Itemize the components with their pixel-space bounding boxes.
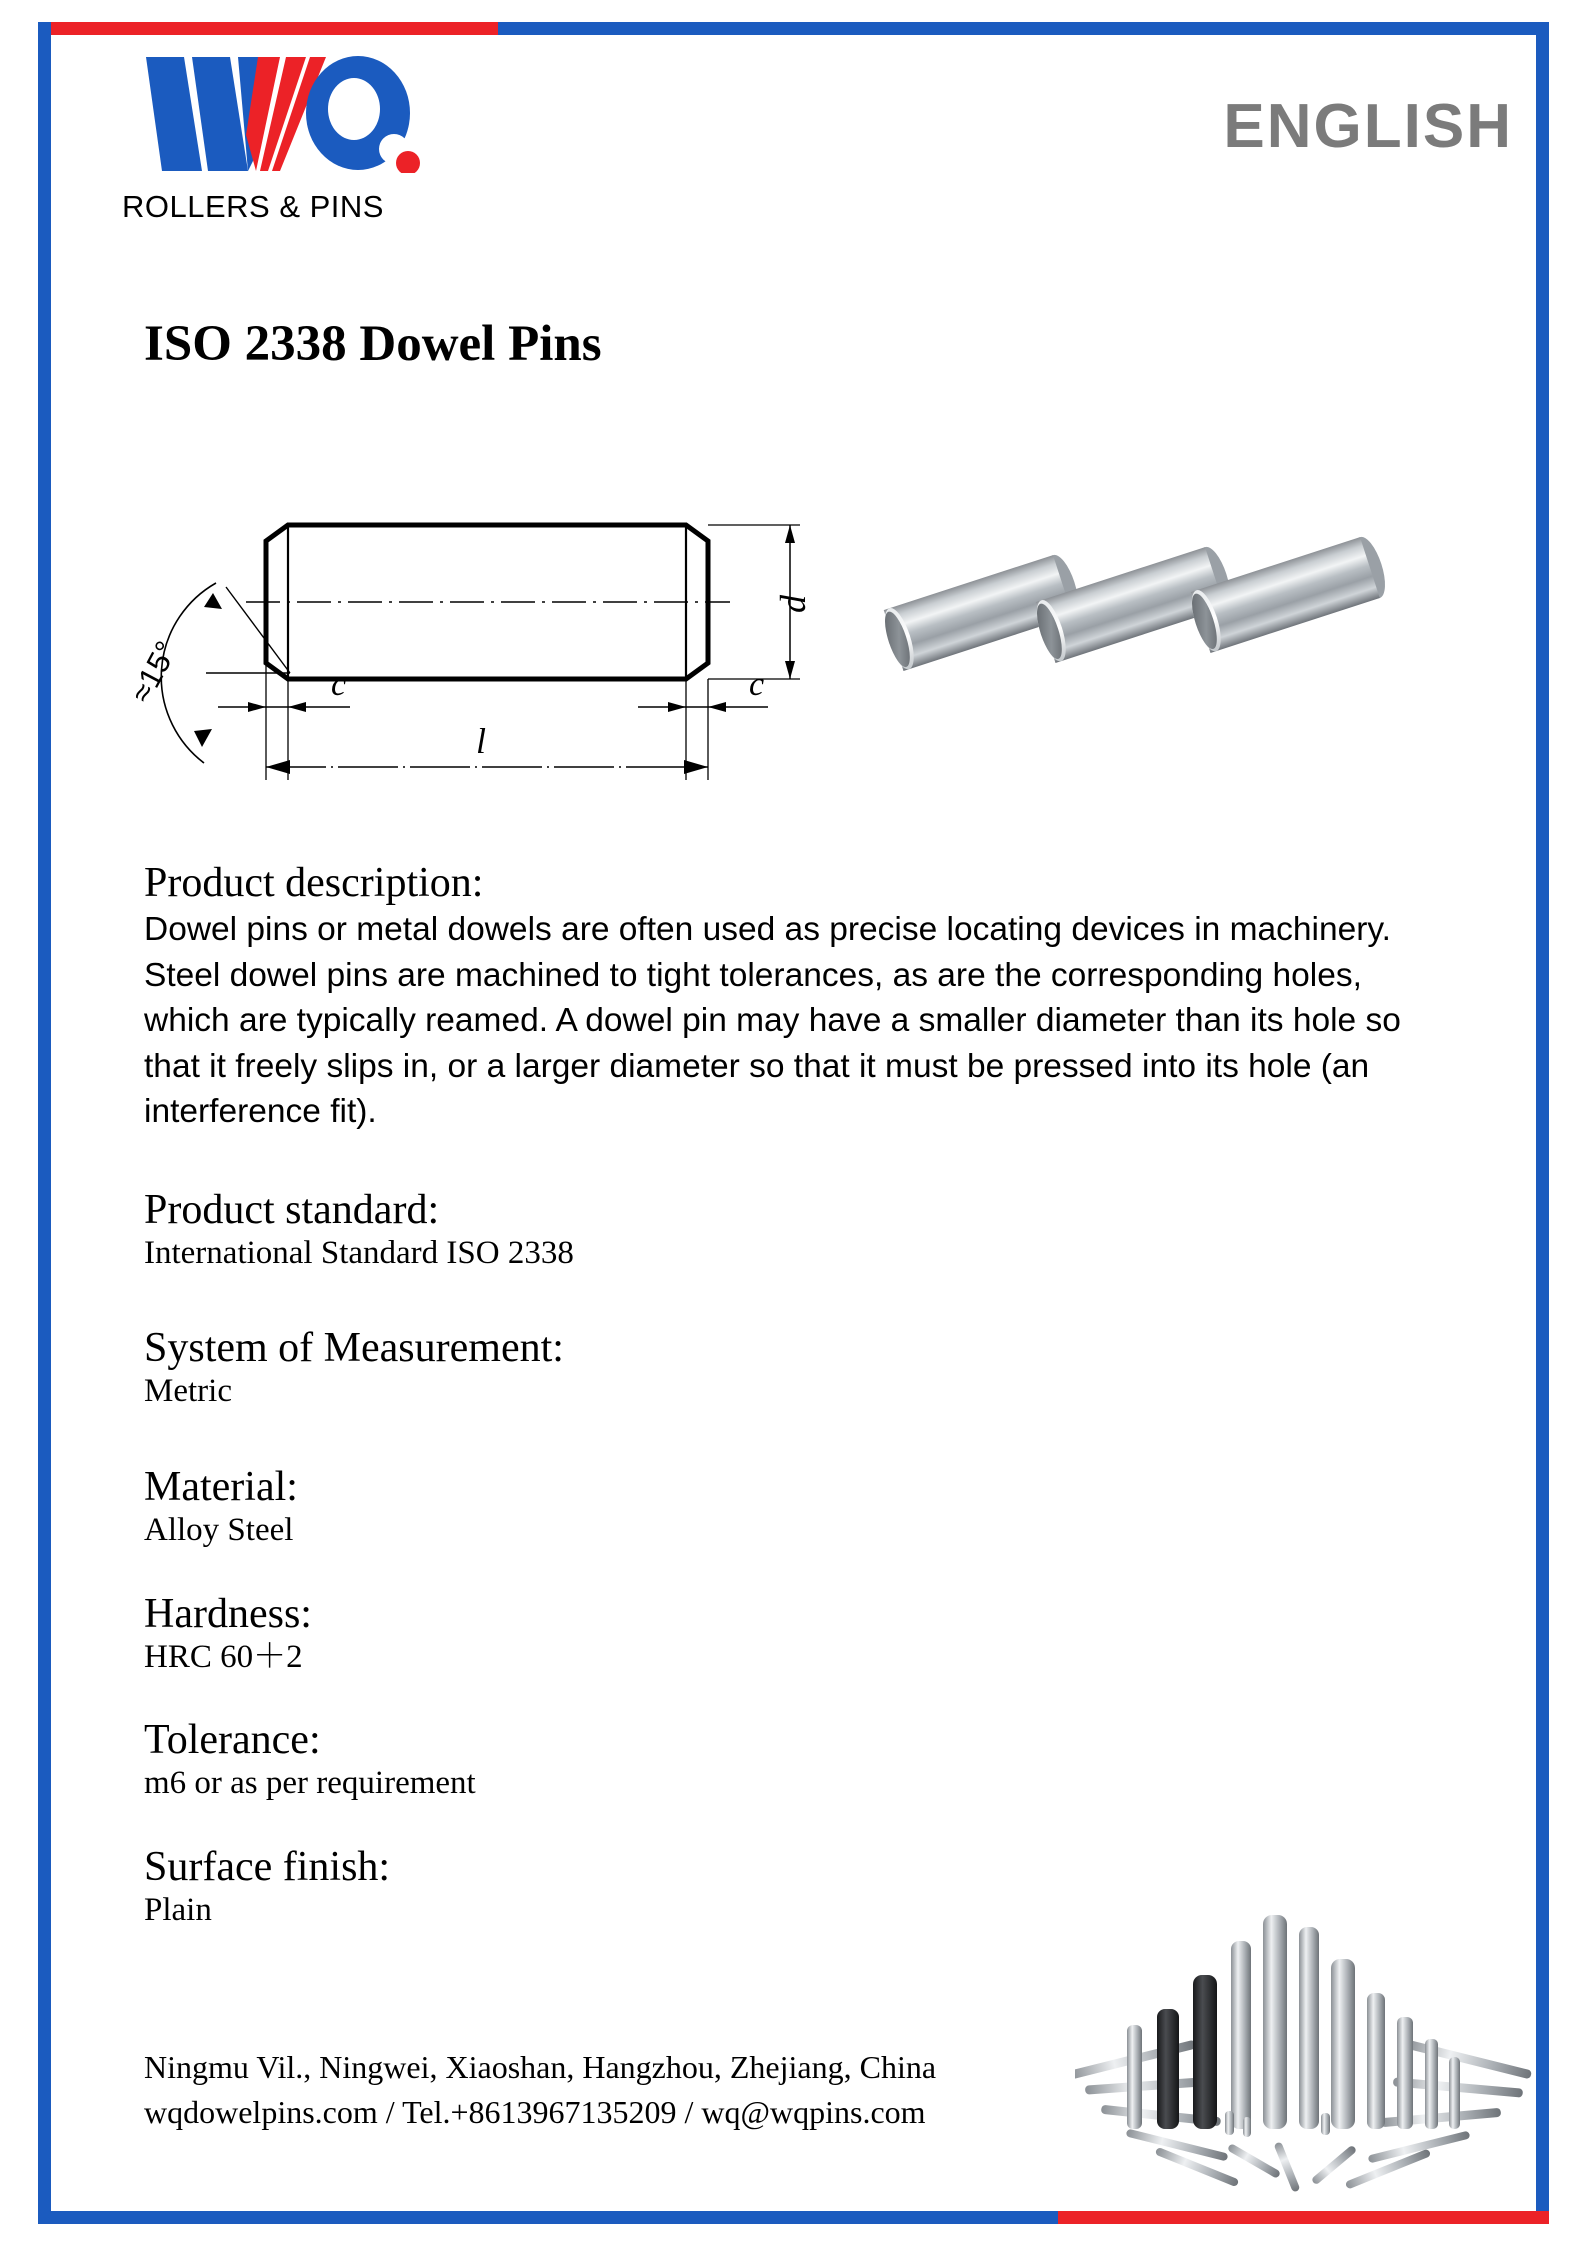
dowel-pin-3 bbox=[1186, 533, 1391, 654]
drawing-label-angle: ≈15° bbox=[123, 635, 185, 709]
section-product-standard bbox=[144, 1187, 1434, 1274]
dowel-pin-technical-drawing bbox=[118, 495, 818, 795]
logo-wordmark: ROLLERS & PINS bbox=[122, 189, 384, 224]
section-heading: Hardness: bbox=[144, 1590, 312, 1637]
page-title: ISO 2338 Dowel Pins bbox=[144, 316, 602, 372]
company-logo bbox=[122, 55, 442, 230]
product-spec-body bbox=[144, 860, 1434, 1931]
page-border-bottom-blue bbox=[38, 2211, 1058, 2224]
section-hardness bbox=[144, 1591, 1434, 1678]
wq-logo-icon bbox=[140, 55, 420, 173]
section-heading: Surface finish: bbox=[144, 1843, 391, 1890]
section-heading: Product standard: bbox=[144, 1186, 440, 1233]
product-photo bbox=[868, 525, 1408, 755]
page-border-top-blue bbox=[498, 22, 1549, 35]
figures-row bbox=[0, 495, 1587, 815]
section-heading: Tolerance: bbox=[144, 1717, 321, 1764]
page-border-bottom-red bbox=[1058, 2211, 1549, 2224]
section-heading: Material: bbox=[144, 1464, 298, 1511]
page-border-right bbox=[1536, 22, 1549, 2224]
language-label: ENGLISH bbox=[1223, 92, 1513, 161]
section-heading: Product description: bbox=[144, 860, 484, 906]
section-material bbox=[144, 1464, 1434, 1551]
section-text: Alloy Steel bbox=[144, 1512, 294, 1549]
drawing-label-c-right: c bbox=[749, 666, 765, 703]
footer-contact-line: wqdowelpins.com / Tel.+8613967135209 / wq@wqpins.com bbox=[144, 2094, 926, 2131]
footer-contact-block bbox=[144, 2045, 936, 2136]
pin-assortment-artwork bbox=[1075, 1905, 1535, 2195]
section-text: m6 or as per requirement bbox=[144, 1765, 476, 1802]
section-heading: System of Measurement: bbox=[144, 1325, 564, 1372]
section-product-description bbox=[144, 860, 1434, 1135]
page-border-left bbox=[38, 22, 51, 2224]
page-header bbox=[0, 55, 1587, 230]
section-text: HRC 60＋2 bbox=[144, 1638, 303, 1675]
page-border-top-red bbox=[38, 22, 498, 35]
section-text: International Standard ISO 2338 bbox=[144, 1234, 574, 1271]
drawing-label-c-left: c bbox=[331, 666, 347, 703]
drawing-label-d: d bbox=[773, 595, 813, 613]
section-text: Dowel pins or metal dowels are often used as precise locating devices in machinery. Steel dowel pins are machined to tight tolerances, as are the corresponding holes, which are typically reamed. A dowel pin may have a smaller diameter than its hole so that it freely slips in, or a larger diameter so that it must be pressed into its hole (an interference fit). bbox=[144, 911, 1401, 1131]
section-system-of-measurement bbox=[144, 1325, 1434, 1412]
section-text: Plain bbox=[144, 1891, 212, 1928]
section-tolerance bbox=[144, 1717, 1434, 1804]
footer-address-line: Ningmu Vil., Ningwei, Xiaoshan, Hangzhou, Zhejiang, China bbox=[144, 2049, 937, 2085]
section-text: Metric bbox=[144, 1373, 232, 1410]
drawing-label-l: l bbox=[476, 721, 487, 761]
